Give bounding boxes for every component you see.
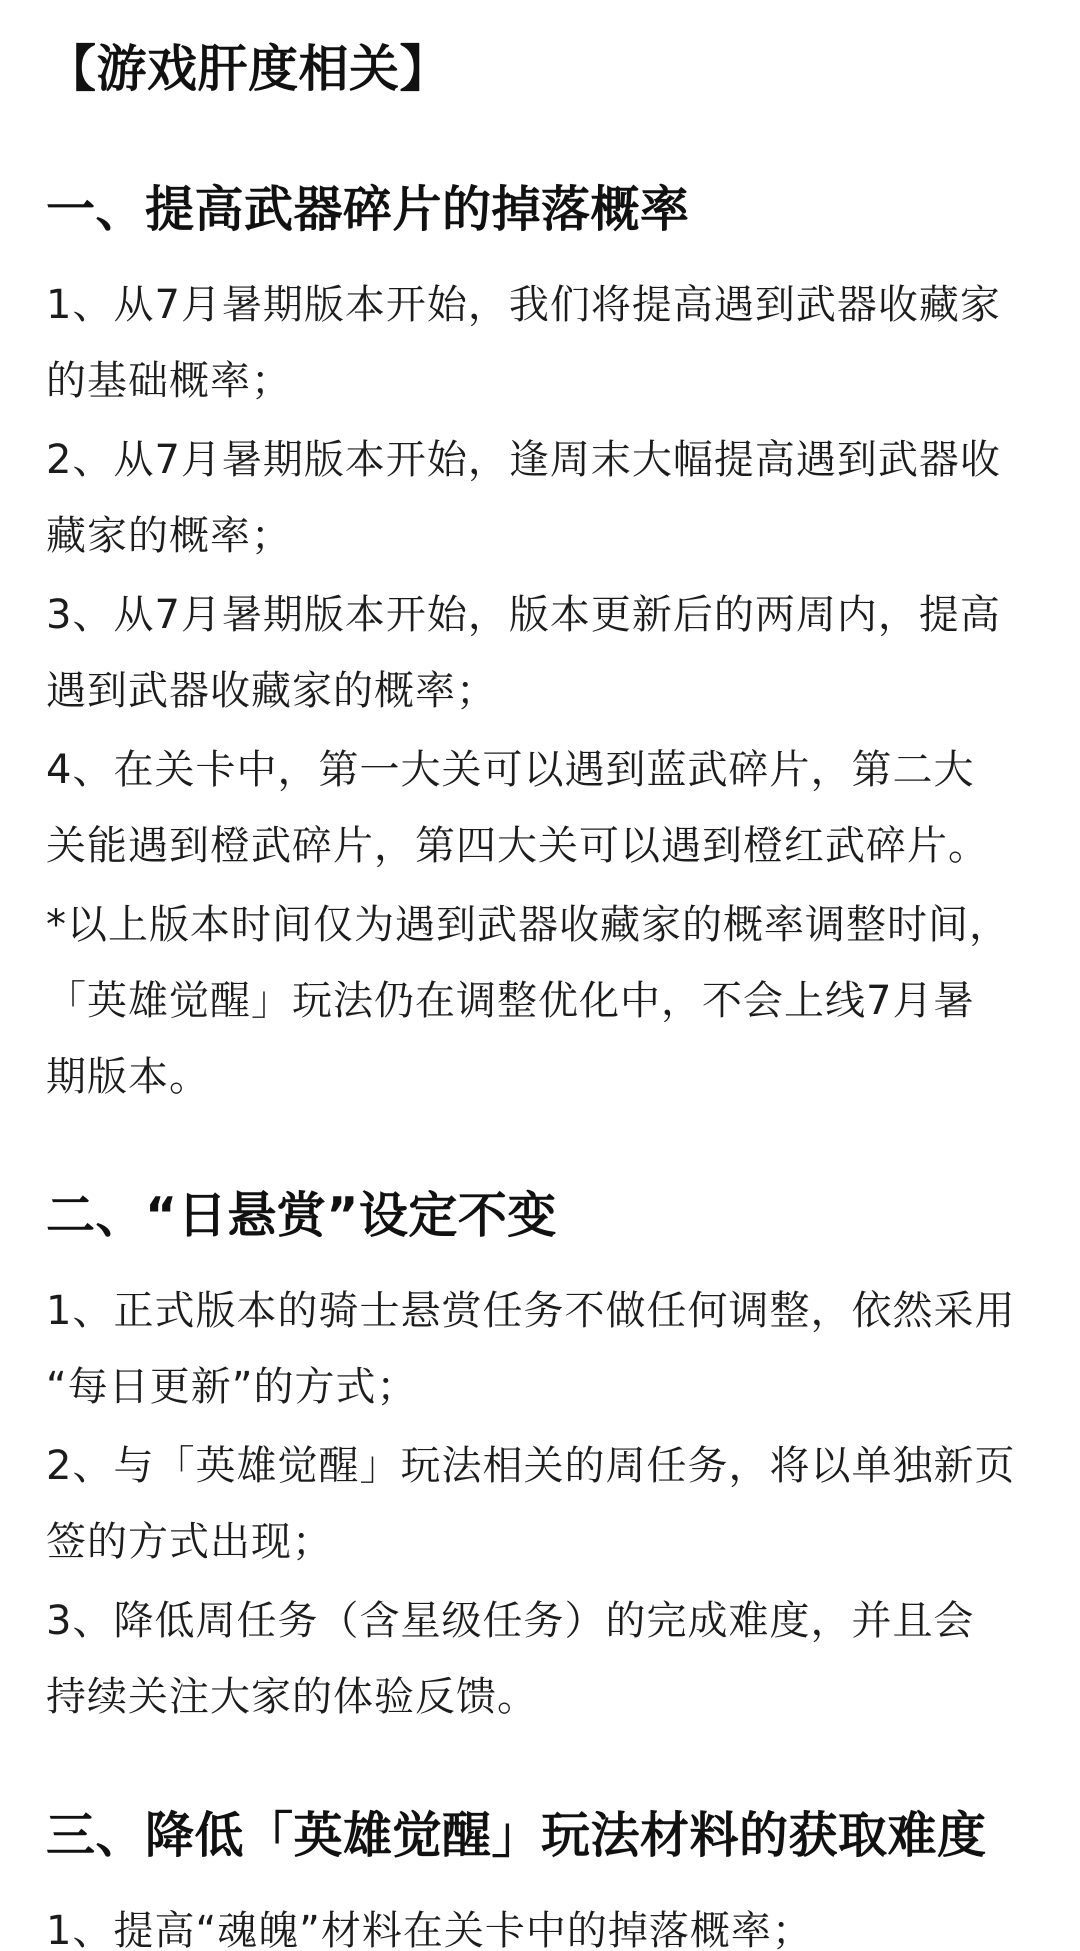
- paragraph-line: 「英雄觉醒」玩法仍在调整优化中，不会上线7月暑: [46, 978, 975, 1024]
- paragraph-line: 2、从7月暑期版本开始，逢周末大幅提高遇到武器收: [46, 437, 1001, 483]
- paragraph-line: 2、与「英雄觉醒」玩法相关的周任务，将以单独新页: [46, 1443, 1016, 1489]
- paragraph-line: *以上版本时间仅为遇到武器收藏家的概率调整时间，: [46, 902, 1010, 948]
- paragraph-line: 藏家的概率；: [46, 513, 292, 559]
- paragraph-line: 期版本。: [46, 1054, 210, 1100]
- paragraph-line: 签的方式出现；: [46, 1519, 333, 1565]
- main-title: 【游戏肝度相关】: [46, 40, 450, 98]
- paragraph-line: 3、从7月暑期版本开始，版本更新后的两周内，提高: [46, 592, 1001, 638]
- paragraph-line: 1、提高“魂魄”材料在关卡中的掉落概率；: [46, 1908, 813, 1951]
- paragraph-line: 1、从7月暑期版本开始，我们将提高遇到武器收藏家: [46, 282, 1001, 328]
- section-title-2: 二、“日悬赏”设定不变: [46, 1187, 557, 1244]
- paragraph-line: 的基础概率；: [46, 358, 292, 404]
- paragraph-line: 1、正式版本的骑士悬赏任务不做任何调整，依然采用: [46, 1288, 1016, 1334]
- paragraph-line: 4、在关卡中，第一大关可以遇到蓝武碎片，第二大: [46, 747, 975, 793]
- section-title-3: 三、降低「英雄觉醒」玩法材料的获取难度: [46, 1807, 987, 1864]
- paragraph-line: 持续关注大家的体验反馈。: [46, 1674, 538, 1720]
- paragraph-line: 遇到武器收藏家的概率；: [46, 668, 497, 714]
- paragraph-line: 3、降低周任务（含星级任务）的完成难度，并且会: [46, 1598, 975, 1644]
- section-title-1: 一、提高武器碎片的掉落概率: [46, 181, 690, 238]
- paragraph-line: 关能遇到橙武碎片，第四大关可以遇到橙红武碎片。: [46, 823, 989, 869]
- paragraph-line: “每日更新”的方式；: [46, 1364, 418, 1410]
